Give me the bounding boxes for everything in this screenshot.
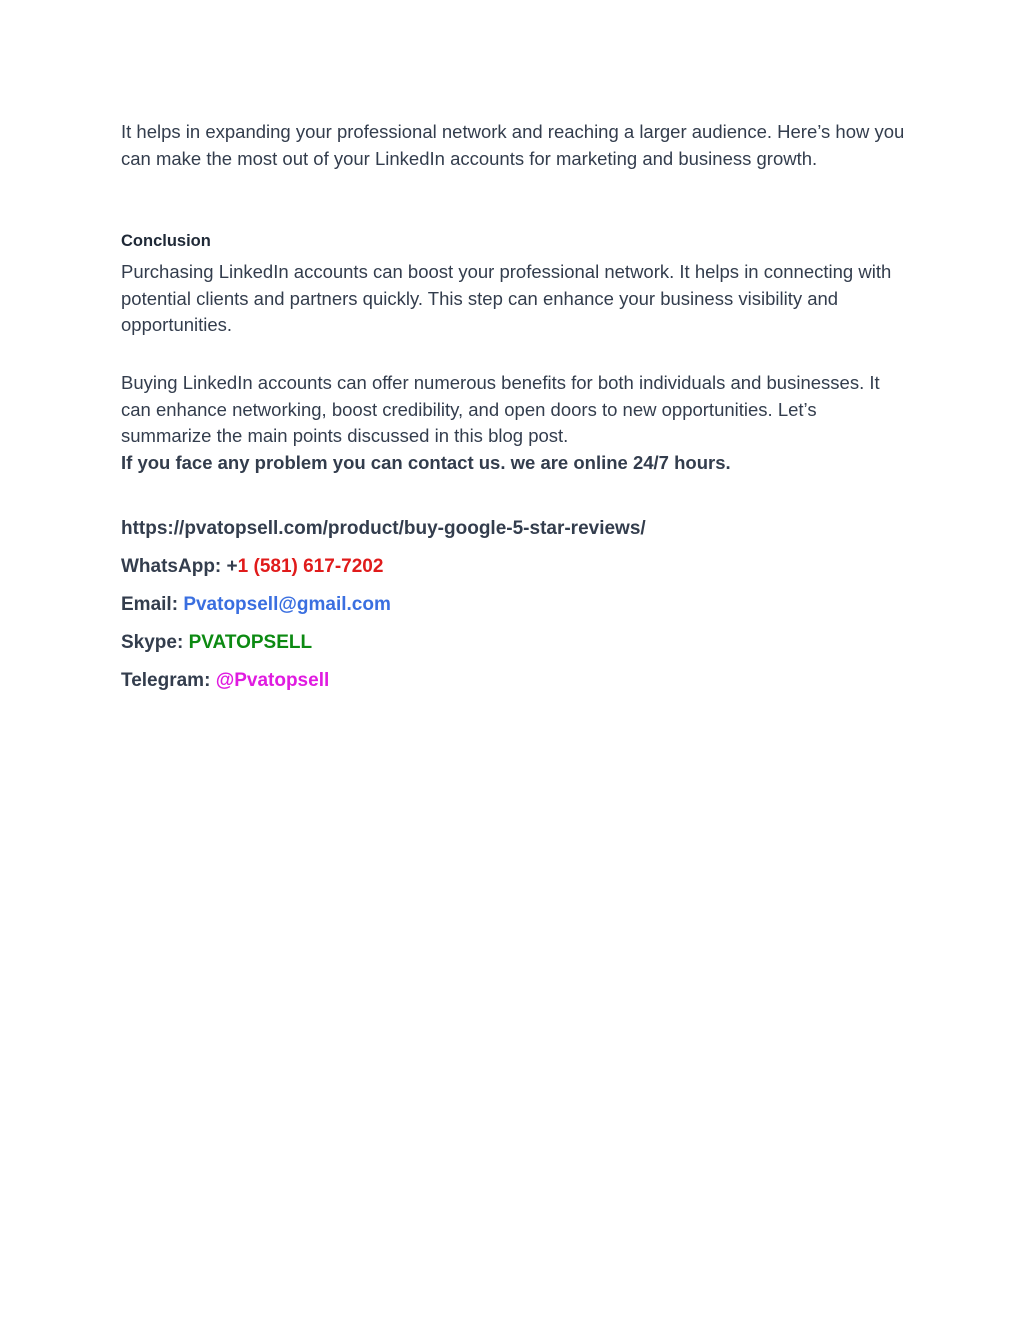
- telegram-handle[interactable]: @Pvatopsell: [215, 670, 330, 691]
- telegram-line: [121, 670, 329, 692]
- conclusion-heading: Conclusion: [121, 232, 211, 250]
- telegram-label: Telegram:: [121, 670, 216, 691]
- skype-line: [121, 632, 312, 654]
- intro-paragraph: It helps in expanding your professional network and reaching a larger audience. Here’s how you can make the most out of your LinkedIn accounts for marketing and business growth.: [121, 121, 905, 169]
- product-url-link[interactable]: https://pvatopsell.com/product/buy-google-5-star-reviews/: [121, 518, 646, 539]
- email-address-link[interactable]: Pvatopsell@gmail.com: [183, 594, 391, 615]
- conclusion-paragraph-2-text: Buying LinkedIn accounts can offer numerous benefits for both individuals and businesses. It can enhance networking, boost credibility, and open doors to new opportunities. Let’s summarize the main points discussed in this blog post.: [121, 372, 880, 447]
- email-label: Email:: [121, 594, 184, 615]
- skype-label: Skype:: [121, 632, 189, 653]
- email-line: [121, 594, 391, 616]
- conclusion-paragraph-1: Purchasing LinkedIn accounts can boost your professional network. It helps in connecting with potential clients and partners quickly. This step can enhance your business visibility and opportunities.: [121, 261, 892, 336]
- whatsapp-label: WhatsApp: +: [121, 556, 238, 577]
- whatsapp-line: [121, 556, 383, 578]
- conclusion-paragraph-2: [121, 370, 911, 476]
- contact-note: If you face any problem you can contact us. we are online 24/7 hours.: [121, 451, 731, 473]
- whatsapp-number[interactable]: 1 (581) 617-7202: [237, 556, 384, 577]
- skype-handle[interactable]: PVATOPSELL: [188, 632, 313, 653]
